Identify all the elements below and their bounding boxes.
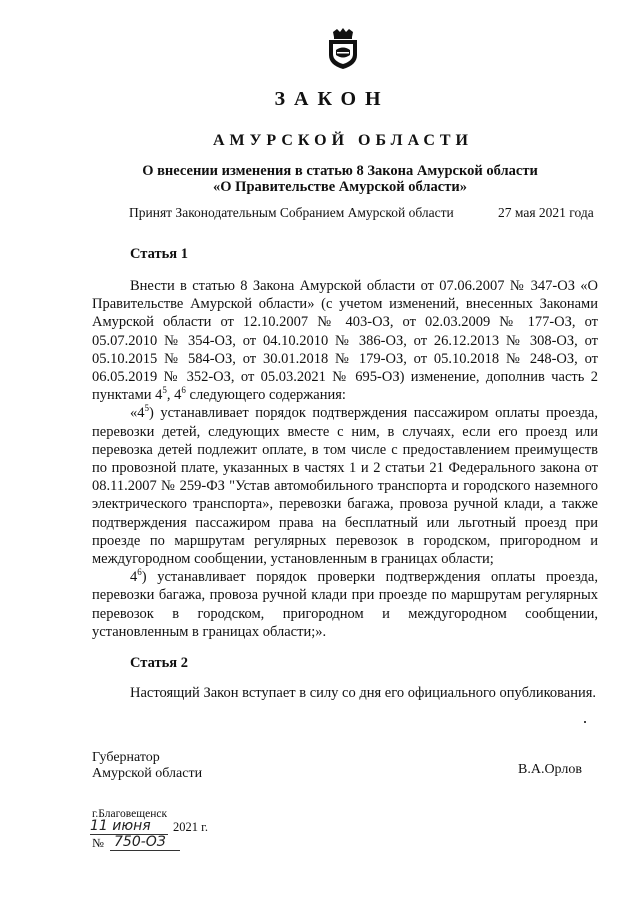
article-1-item-4-5: «$4^5$) устанавливает порядок подтверждения пассажиром оплаты проезда, перевозки детей, следующих вместе с ним, в случаях, если его проезд или перевозка детей подлежит оплате, в том числе с предоставлением преимуществ по провозной плате, указанных в частях 1 и 2 статьи 21 Федерального закона от 08.11.2007 № 259-ФЗ "Устав автомобильного транспорта и городского наземного электрического транспорта», перевозки багажа, провоза ручной клади, а также подтверждения пассажиром права на бесплатный или льготный проезд при проезде по маршрутам регулярных перевозок в городском, пригородном и междугородном сообщении, установленным в границах области;: [92, 403, 598, 568]
article-2-body: [92, 684, 598, 702]
article-1-intro: Внести в статью 8 Закона Амурской области от 07.06.2007 № 347-ОЗ «О Правительстве Амурской области» (с учетом изменений, внесенных Законами Амурской области от 12.10.2007 № 403-ОЗ, от 02.03.2009 № 177-ОЗ, от 05.07.2010 № 354-ОЗ, от 04.10.2010 № 386-ОЗ, от 26.12.2013 № 308-ОЗ, от 05.10.2015 № 584-ОЗ, от 30.01.2018 № 179-ОЗ, от 05.10.2018 № 248-ОЗ, от 06.05.2019 № 352-ОЗ, от 05.03.2021 № 695-ОЗ) изменение, дополнив часть 2 пунктами $4^5$, $4^6$ следующего содержания:: [92, 278, 598, 404]
handwritten-number: 750-ОЗ: [114, 834, 166, 850]
subtitle-line-2: «О Правительстве Амурской области»: [213, 179, 467, 195]
article-1-heading: Статья 1: [130, 246, 188, 262]
law-number: [92, 836, 292, 856]
adoption-date: 27 мая 2021 года: [498, 205, 594, 220]
signing-year: 2021 г.: [173, 820, 208, 834]
article-1-body: [92, 277, 598, 641]
number-underline: [110, 850, 180, 851]
adoption-note: Принят Законодательным Собранием Амурской области: [129, 205, 454, 220]
article-2-text: Настоящий Закон вступает в силу со дня его официального опубликования.: [130, 685, 597, 701]
governor-position-line-2: Амурской области: [92, 766, 203, 781]
number-sign: №: [92, 836, 104, 850]
article-1-item-4-6: $4^6$) устанавливает порядок проверки подтверждения оплаты проезда, перевозки багажа, провоза ручной клади при проезде по маршрутам регулярных перевозок в городском, пригородном и междугородном сообщении, установленным в границах области;».: [92, 567, 598, 640]
scan-mark: [584, 721, 586, 723]
handwritten-date: 11 июня: [90, 818, 151, 834]
governor-title: [92, 750, 202, 782]
governor-name: В.А.Орлов: [518, 762, 582, 777]
signing-city: г.Благовещенск: [92, 808, 168, 820]
law-title: ЗАКОН: [274, 88, 390, 110]
governor-position-line-1: Губернатор: [92, 750, 160, 765]
law-subtitle: [100, 163, 580, 195]
article-2-heading: Статья 2: [130, 655, 188, 671]
region-title: АМУРСКОЙ ОБЛАСТИ: [213, 132, 473, 149]
coat-of-arms-icon: [326, 28, 360, 70]
subtitle-line-1: О внесении изменения в статью 8 Закона Амурской области: [142, 163, 538, 179]
